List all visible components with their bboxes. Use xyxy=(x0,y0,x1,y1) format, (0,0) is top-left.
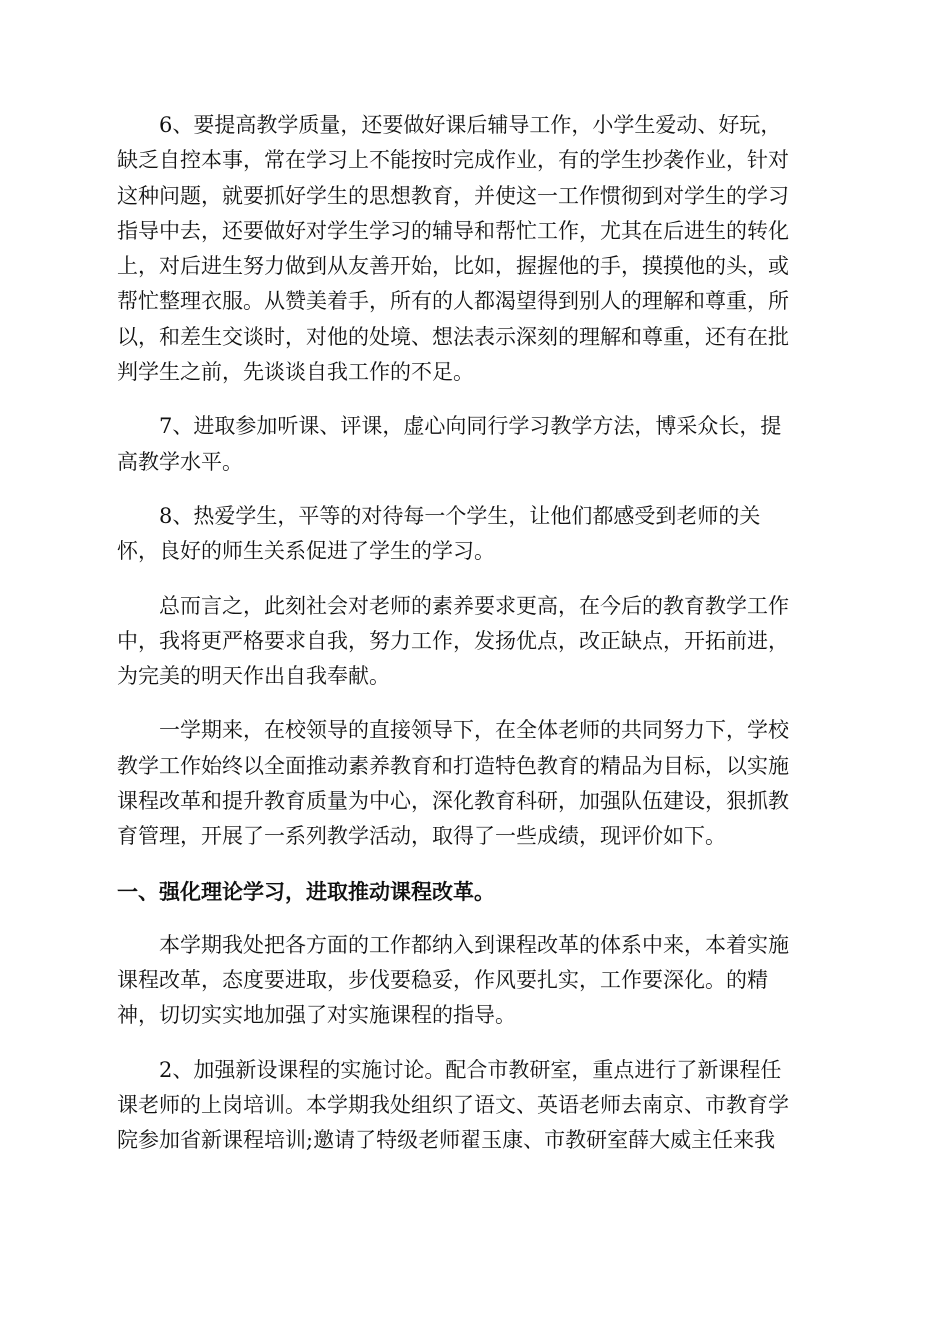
paragraph-homework-guidance xyxy=(117,108,833,390)
text-line: 这种问题，就要抓好学生的思想教育，并使这一工作惯彻到对学生的学习 xyxy=(117,183,789,208)
text-line: 怀，良好的师生关系促进了学生的学习。 xyxy=(117,539,495,564)
section-heading: 一、强化理论学习，进取推动课程改革。 xyxy=(117,878,495,904)
text-line: 2、加强新设课程的实施讨论。配合市教研室，重点进行了新课程任 xyxy=(159,1057,782,1082)
text-line: 课老师的上岗培训。本学期我处组织了语文、英语老师去南京、市教育学 xyxy=(117,1092,789,1117)
paragraph-spacer xyxy=(117,694,833,713)
text-line: 判学生之前，先谈谈自我工作的不足。 xyxy=(117,360,474,385)
paragraph-spacer xyxy=(117,480,833,499)
text-line: 8、热爱学生，平等的对待每一个学生，让他们都感受到老师的关 xyxy=(159,503,761,528)
text-line: 以，和差生交谈时，对他的处境、想法表示深刻的理解和尊重，还有在批 xyxy=(117,324,789,349)
paragraph-lesson-observation xyxy=(117,409,833,480)
text-line: 中，我将更严格要求自我，努力工作，发扬优点，改正缺点，开拓前进， xyxy=(117,628,789,653)
paragraph-spacer xyxy=(117,1034,833,1053)
text-line: 6、要提高教学质量，还要做好课后辅导工作，小学生爱动、好玩， xyxy=(159,113,782,137)
paragraph-spacer xyxy=(117,570,833,589)
paragraph-semester-intro xyxy=(117,713,833,854)
text-line: 神，切切实实地加强了对实施课程的指导。 xyxy=(117,1003,516,1028)
text-line: 总而言之，此刻社会对老师的素养要求更高，在今后的教育教学工作 xyxy=(159,593,789,618)
paragraph-love-students xyxy=(117,499,833,570)
text-line: 本学期我处把各方面的工作都纳入到课程改革的体系中来，本着实施 xyxy=(159,932,789,957)
text-line: 课程改革和提升教育质量为中心，深化教育科研，加强队伍建设，狠抓教 xyxy=(117,789,789,814)
text-line: 7、进取参加听课、评课，虚心向同行学习教学方法，博采众长，提 xyxy=(159,414,782,439)
text-line: 院参加省新课程培训;邀请了特级老师翟玉康、市教研室薛大威主任来我 xyxy=(117,1128,776,1153)
paragraph-new-courses xyxy=(117,1053,833,1159)
paragraph-summary xyxy=(117,589,833,695)
text-line: 帮忙整理衣服。从赞美着手，所有的人都渴望得到别人的理解和尊重，所 xyxy=(117,289,789,314)
text-line: 育管理，开展了一系列教学活动，取得了一些成绩，现评价如下。 xyxy=(117,824,726,849)
document-page xyxy=(117,108,833,1158)
text-line: 教学工作始终以全面推动素养教育和打造特色教育的精品为目标，以实施 xyxy=(117,753,789,778)
paragraph-spacer xyxy=(117,909,833,928)
text-line: 上，对后进生努力做到从友善开始，比如，握握他的手，摸摸他的头，或 xyxy=(117,254,789,279)
text-line: 指导中去，还要做好对学生学习的辅导和帮忙工作，尤其在后进生的转化 xyxy=(117,218,789,243)
paragraph-spacer xyxy=(117,390,833,409)
paragraph-spacer xyxy=(117,855,833,874)
text-line: 为完美的明天作出自我奉献。 xyxy=(117,664,390,689)
text-line: 一学期来，在校领导的直接领导下，在全体老师的共同努力下，学校 xyxy=(159,718,789,743)
paragraph-curriculum-reform xyxy=(117,928,833,1034)
text-line: 缺乏自控本事，常在学习上不能按时完成作业，有的学生抄袭作业，针对 xyxy=(117,148,789,173)
text-line: 高教学水平。 xyxy=(117,449,243,474)
text-line: 课程改革，态度要进取，步伐要稳妥，作风要扎实，工作要深化。的精 xyxy=(117,967,768,992)
